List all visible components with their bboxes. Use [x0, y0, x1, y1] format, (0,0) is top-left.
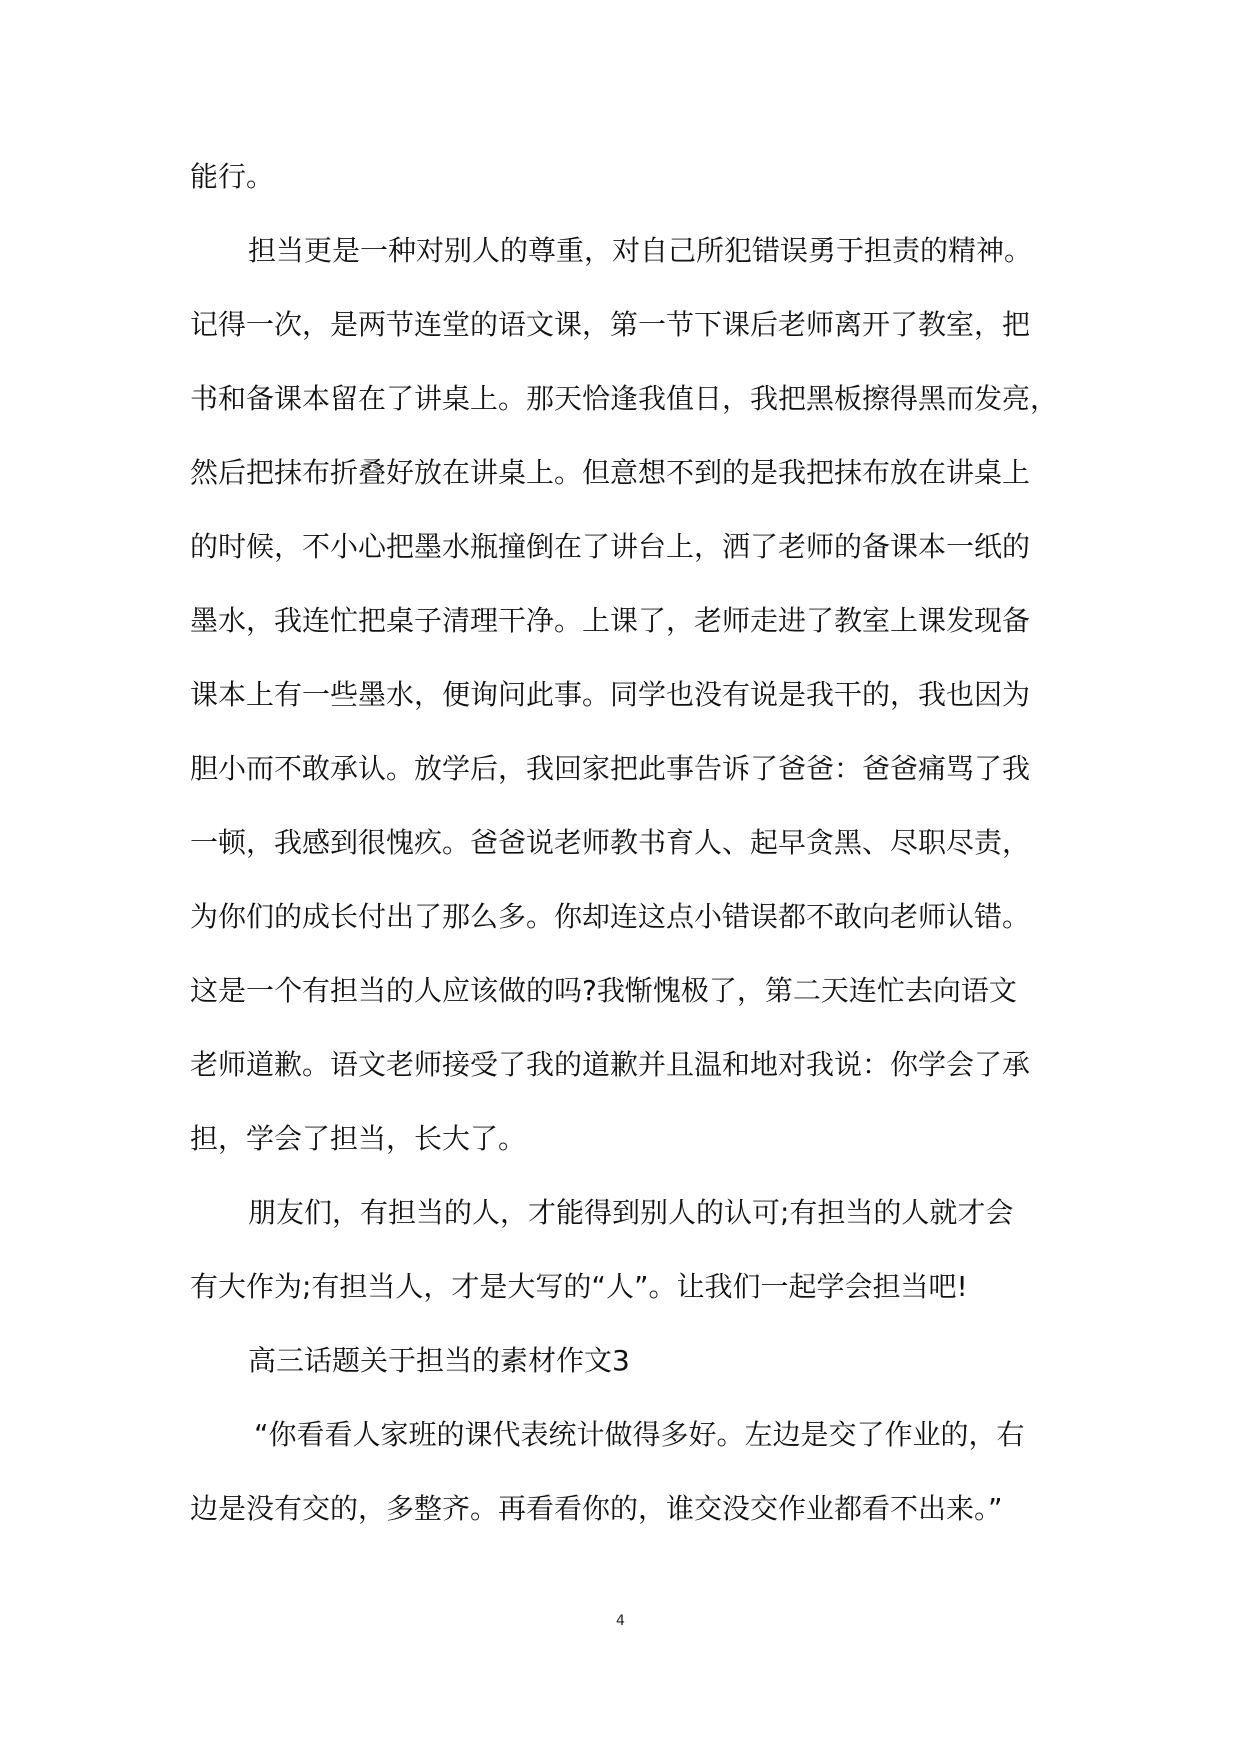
section-heading: 高三话题关于担当的素材作文3	[248, 1344, 630, 1377]
paragraph-line: “你看看人家班的课代表统计做得多好。左边是交了作业的，右	[254, 1418, 1025, 1451]
paragraph-line: 朋友们，有担当的人，才能得到别人的认可;有担当的人就才会	[248, 1196, 1014, 1229]
paragraph-line: 这是一个有担当的人应该做的吗?我惭愧极了，第二天连忙去向语文	[190, 974, 1017, 1007]
paragraph-line: 一顿，我感到很愧疚。爸爸说老师教书育人、起早贪黑、尽职尽责，	[190, 826, 1031, 859]
paragraph-line: 有大作为;有担当人，才是大写的“人”。让我们一起学会担当吧!	[190, 1270, 968, 1303]
page-number: 4	[616, 1613, 625, 1629]
paragraph-line: 墨水，我连忙把桌子清理干净。上课了，老师走进了教室上课发现备	[190, 604, 1031, 637]
paragraph-line: 担，学会了担当，长大了。	[190, 1122, 527, 1155]
document-body	[190, 140, 1070, 1546]
paragraph-line: 课本上有一些墨水，便询问此事。同学也没有说是我干的，我也因为	[190, 678, 1031, 711]
paragraph-line: 然后把抹布折叠好放在讲桌上。但意想不到的是我把抹布放在讲桌上	[190, 456, 1031, 489]
paragraph-line: 边是没有交的，多整齐。再看看你的，谁交没交作业都看不出来。”	[190, 1492, 1003, 1525]
paragraph-line: 书和备课本留在了讲桌上。那天恰逢我值日，我把黑板擦得黑而发亮，	[190, 382, 1059, 415]
paragraph-line: 为你们的成长付出了那么多。你却连这点小错误都不敢向老师认错。	[190, 900, 1031, 933]
paragraph-line: 的时候，不小心把墨水瓶撞倒在了讲台上，洒了老师的备课本一纸的	[190, 530, 1031, 563]
paragraph-line: 老师道歉。语文老师接受了我的道歉并且温和地对我说：你学会了承	[190, 1048, 1031, 1081]
paragraph-line: 担当更是一种对别人的尊重，对自己所犯错误勇于担责的精神。	[248, 234, 1033, 267]
paragraph-line: 记得一次，是两节连堂的语文课，第一节下课后老师离开了教室，把	[190, 308, 1031, 341]
paragraph-line: 胆小而不敢承认。放学后，我回家把此事告诉了爸爸：爸爸痛骂了我	[190, 752, 1031, 785]
paragraph-line: 能行。	[190, 160, 275, 193]
